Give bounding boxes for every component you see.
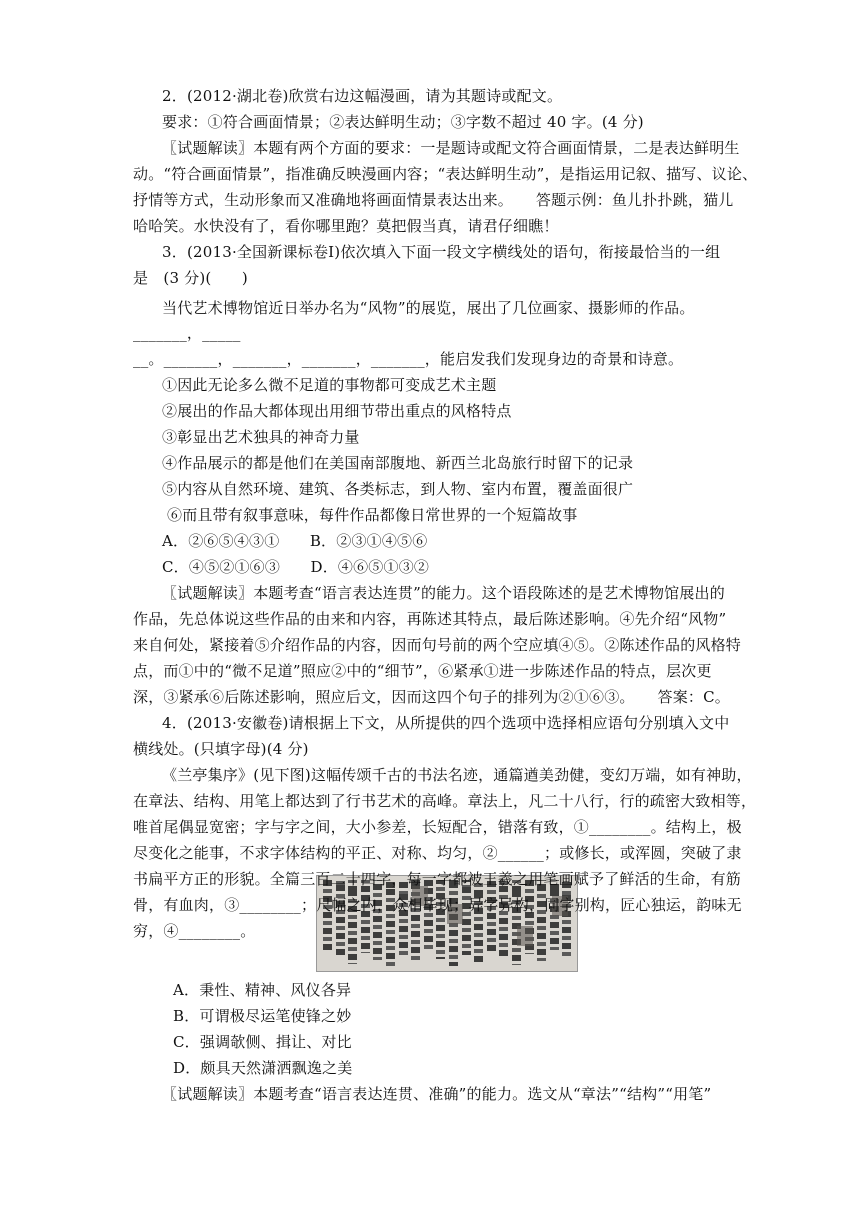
text-line: 穷，④________。 <box>133 922 256 940</box>
text-line: _______，_____ <box>133 324 241 342</box>
text-line: 哈哈笑。水快没有了，看你哪里跑？莫把假当真，请君仔细瞧！ <box>133 217 559 235</box>
calligraphy-column <box>336 880 345 957</box>
text-line: 2．(2012·湖北卷)欣赏右边这幅漫画，请为其题诗或配文。 <box>162 87 563 105</box>
text-line: 尽变化之能事，不求字体结构的平正、对称、均匀，②______；或修长，或浑圆，突破了隶 <box>133 844 742 862</box>
text-line: A．②⑥⑤④③① B．②③①④⑤⑥ <box>162 532 428 550</box>
text-line: 〖试题解读〗本题考查“语言表达连贯、准确”的能力。选文从“章法”“结构”“用笔” <box>162 1085 712 1103</box>
text-line: 横线处。(只填字母)(4 分) <box>133 740 309 758</box>
text-line: 3．(2013·全国新课标卷Ⅰ)依次填入下面一段文字横线处的语句，衔接最恰当的一组 <box>162 243 721 261</box>
text-line: ③彰显出艺术独具的神奇力量 <box>162 428 360 446</box>
calligraphy-column <box>399 880 408 956</box>
calligraphy-column <box>373 880 382 960</box>
text-line: 要求：①符合画面情景；②表达鲜明生动；③字数不超过 40 字。(4 分) <box>162 113 644 131</box>
text-line: ⑤内容从自然环境、建筑、各类标志，到人物、室内布置，覆盖面很广 <box>162 480 634 498</box>
text-line: 当代艺术博物馆近日举办名为“风物”的展览，展出了几位画家、摄影师的作品。 <box>162 299 695 317</box>
text-line: B．可谓极尽运笔使锋之妙 <box>173 1007 352 1025</box>
text-line: 深，③紧承⑥后陈述影响，照应后文，因而这四个句子的排列为②①⑥③。 答案：C。 <box>133 688 730 706</box>
text-line: 点，而①中的“微不足道”照应②中的“细节”，⑥紧承①进一步陈述作品的特点，层次更 <box>133 662 712 680</box>
text-line: ②展出的作品大都体现出用细节带出重点的风格特点 <box>162 402 512 420</box>
text-line: __。_______，_______，_______，_______，能启发我们发现身边的奇景和诗意。 <box>133 350 684 368</box>
text-line: 骨，有血肉，③________；尺幅之内，众相毕现；异字异构，同字别构，匠心独运，韵味无 <box>133 896 742 914</box>
text-line: 〖试题解读〗本题有两个方面的要求：一是题诗或配文符合画面情景，二是表达鲜明生 <box>162 139 740 157</box>
calligraphy-column <box>348 880 357 964</box>
text-line: 书扁平方正的形貌。全篇三百二十四字，每一字都被王羲之用笔画赋予了鲜活的生命，有筋 <box>133 870 742 888</box>
calligraphy-column <box>474 880 483 962</box>
text-line: D．颇具天然潇洒飘逸之美 <box>173 1059 353 1077</box>
text-line: ①因此无论多么微不足道的事物都可变成艺术主题 <box>162 376 497 394</box>
calligraphy-column <box>499 880 508 958</box>
text-line: 作品，先总体说这些作品的由来和内容，再陈述其特点，最后陈述影响。④先介绍“风物” <box>133 610 727 628</box>
text-line: 4．(2013·安徽卷)请根据上下文，从所提供的四个选项中选择相应语句分别填入文中 <box>162 714 730 732</box>
calligraphy-column <box>361 880 370 953</box>
text-line: ⑥而且带有叙事意味，每件作品都像日常世界的一个短篇故事 <box>167 506 578 524</box>
text-line: 〖试题解读〗本题考查“语言表达连贯”的能力。这个语段陈述的是艺术博物馆展出的 <box>162 584 725 602</box>
text-line: A．秉性、精神、风仪各异 <box>173 981 352 999</box>
text-line: C．④⑤②①⑥③ D．④⑥⑤①③② <box>162 558 430 576</box>
calligraphy-column <box>537 880 546 961</box>
text-line: 动。“符合画面情景”，指准确反映漫画内容；“表达鲜明生动”，是指运用记叙、描写、议论、 <box>133 165 758 183</box>
calligraphy-column <box>512 880 521 965</box>
text-line: ④作品展示的都是他们在美国南部腹地、新西兰北岛旅行时留下的记录 <box>162 454 634 472</box>
text-line: C．强调欹侧、揖让、对比 <box>173 1033 352 1051</box>
seal-mark <box>517 926 533 946</box>
text-line: 来自何处，紧接着⑤介绍作品的内容，因而句号前的两个空应填④⑤。②陈述作品的风格特 <box>133 636 742 654</box>
text-line: 是 (3 分)( ) <box>133 269 248 287</box>
calligraphy-column <box>562 880 571 957</box>
calligraphy-column <box>436 880 445 959</box>
text-line: 抒情等方式，生动形象而又准确地将画面情景表达出来。 答题示例：鱼儿扑扑跳，猫儿 <box>133 191 734 209</box>
text-line: 《兰亭集序》(见下图)这幅传颂千古的书法名迹，通篇遒美劲健，变幻万端，如有神助， <box>162 766 752 784</box>
text-line: 唯首尾偶显宽密；字与字之间，大小参差，长短配合，错落有致，①________。结构上，极 <box>133 818 742 836</box>
text-line: 在章法、结构、用笔上都达到了行书艺术的高峰。章法上，凡二十八行，行的疏密大致相等， <box>133 792 757 810</box>
